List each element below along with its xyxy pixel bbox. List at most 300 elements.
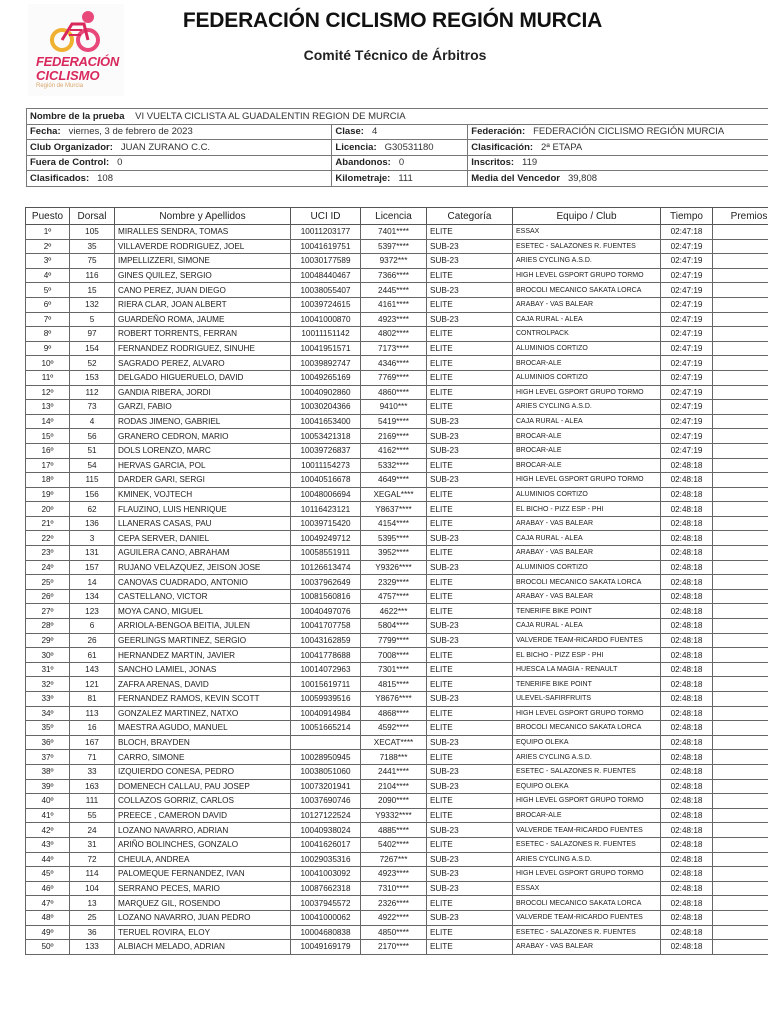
cell-puesto: 43º (26, 837, 70, 852)
cell-tiempo: 02:47:19 (661, 297, 713, 312)
cell-nombre: IZQUIERDO CONESA, PEDRO (115, 764, 291, 779)
cell-uci-id: 10040902860 (291, 385, 361, 400)
info-licencia-value: G30531180 (384, 141, 434, 153)
cell-puesto: 41º (26, 808, 70, 823)
table-row (26, 750, 768, 765)
table-row (26, 385, 768, 400)
cell-nombre: ARRIOLA-BENGOA BEITIA, JULEN (115, 619, 291, 634)
cell-dorsal: 143 (70, 662, 115, 677)
info-clase-value: 4 (371, 126, 378, 138)
info-kilometraje (332, 171, 468, 187)
cell-equipo: BROCOLI MECANICO SAKATA LORCA (513, 721, 661, 736)
cell-categoria: SUB-23 (427, 852, 513, 867)
cell-premios (713, 225, 768, 240)
cell-uci-id: 10037945572 (291, 896, 361, 911)
cell-nombre: CANO PEREZ, JUAN DIEGO (115, 283, 291, 298)
cell-categoria: ELITE (427, 837, 513, 852)
cell-categoria: ELITE (427, 940, 513, 955)
cell-uci-id: 10058551911 (291, 546, 361, 561)
cell-premios (713, 881, 768, 896)
cell-dorsal: 4 (70, 414, 115, 429)
cell-puesto: 36º (26, 735, 70, 750)
cell-dorsal: 35 (70, 239, 115, 254)
cell-premios (713, 268, 768, 283)
cell-uci-id: 10038055407 (291, 283, 361, 298)
table-row (26, 619, 768, 634)
info-clasificacion-label: Clasificación: (471, 141, 534, 153)
cell-puesto: 11º (26, 370, 70, 385)
cell-categoria: ELITE (427, 604, 513, 619)
table-row (26, 823, 768, 838)
cell-nombre: GARZI, FABIO (115, 400, 291, 415)
cell-premios (713, 327, 768, 342)
cell-tiempo: 02:48:18 (661, 764, 713, 779)
cell-licencia: 7301**** (361, 662, 427, 677)
cell-tiempo: 02:48:18 (661, 823, 713, 838)
race-info-table (26, 108, 768, 187)
table-row (26, 896, 768, 911)
cell-equipo: BROCAR-ALE (513, 356, 661, 371)
col-header-nombre: Nombre y Apellidos (115, 208, 291, 225)
cell-equipo: ALUMINIOS CORTIZO (513, 560, 661, 575)
cell-uci-id: 10011203177 (291, 225, 361, 240)
cell-premios (713, 385, 768, 400)
cell-puesto: 3º (26, 254, 70, 269)
cell-uci-id: 10039724615 (291, 297, 361, 312)
cell-premios (713, 356, 768, 371)
cell-nombre: LOZANO NAVARRO, ADRIAN (115, 823, 291, 838)
cell-puesto: 22º (26, 531, 70, 546)
cell-tiempo: 02:48:18 (661, 794, 713, 809)
info-club-value: JUAN ZURANO C.C. (120, 141, 211, 153)
cell-premios (713, 297, 768, 312)
cell-licencia: 4923**** (361, 312, 427, 327)
cell-categoria: ELITE (427, 297, 513, 312)
table-row (26, 239, 768, 254)
cell-nombre: DELGADO HIGUERUELO, DAVID (115, 370, 291, 385)
cell-equipo: CAJA RURAL - ALEA (513, 414, 661, 429)
cell-uci-id: 10015619711 (291, 677, 361, 692)
cell-licencia: 4860**** (361, 385, 427, 400)
cell-premios (713, 852, 768, 867)
cell-equipo: TENERIFE BIKE POINT (513, 677, 661, 692)
table-row (26, 764, 768, 779)
cell-licencia: 2326**** (361, 896, 427, 911)
cell-dorsal: 81 (70, 692, 115, 707)
cell-puesto: 33º (26, 692, 70, 707)
cell-premios (713, 604, 768, 619)
cell-equipo: EQUIPO OLEKA (513, 735, 661, 750)
cell-premios (713, 794, 768, 809)
cell-premios (713, 677, 768, 692)
cell-dorsal: 153 (70, 370, 115, 385)
cell-uci-id: 10029035316 (291, 852, 361, 867)
cell-nombre: HERVAS GARCIA, POL (115, 458, 291, 473)
cell-dorsal: 36 (70, 925, 115, 940)
cell-equipo: ESSAX (513, 881, 661, 896)
cell-puesto: 10º (26, 356, 70, 371)
cell-nombre: CARRO, SIMONE (115, 750, 291, 765)
info-fuera-control-label: Fuera de Control: (30, 157, 110, 169)
table-row (26, 283, 768, 298)
cell-nombre: LLANERAS CASAS, PAU (115, 516, 291, 531)
cell-puesto: 26º (26, 589, 70, 604)
cell-categoria: ELITE (427, 516, 513, 531)
table-row (26, 473, 768, 488)
cell-uci-id: 10041778688 (291, 648, 361, 663)
cell-dorsal: 112 (70, 385, 115, 400)
cell-licencia: 7267*** (361, 852, 427, 867)
cell-categoria: ELITE (427, 706, 513, 721)
info-abandonos-value: 0 (398, 157, 405, 169)
table-row (26, 808, 768, 823)
cell-dorsal: 111 (70, 794, 115, 809)
cell-categoria: ELITE (427, 896, 513, 911)
cell-categoria: SUB-23 (427, 429, 513, 444)
cell-premios (713, 867, 768, 882)
table-row (26, 516, 768, 531)
cell-nombre: TERUEL ROVIRA, ELOY (115, 925, 291, 940)
table-row (26, 356, 768, 371)
cell-uci-id: 10028950945 (291, 750, 361, 765)
cell-equipo: HIGH LEVEL GSPORT GRUPO TORMO (513, 473, 661, 488)
cell-premios (713, 487, 768, 502)
cell-nombre: HERNANDEZ MARTIN, JAVIER (115, 648, 291, 663)
table-row (26, 852, 768, 867)
cell-tiempo: 02:48:18 (661, 808, 713, 823)
cell-uci-id: 10041707758 (291, 619, 361, 634)
cell-premios (713, 516, 768, 531)
cell-dorsal: 167 (70, 735, 115, 750)
info-media-value: 39,808 (567, 172, 598, 184)
cell-uci-id: 10126613474 (291, 560, 361, 575)
cell-premios (713, 910, 768, 925)
cell-categoria: ELITE (427, 808, 513, 823)
cell-licencia: 7173**** (361, 341, 427, 356)
info-prueba-label: Nombre de la prueba (30, 110, 125, 122)
cell-puesto: 30º (26, 648, 70, 663)
cell-premios (713, 312, 768, 327)
col-header-categoria: Categoría (427, 208, 513, 225)
cell-tiempo: 02:48:18 (661, 648, 713, 663)
info-row-club (27, 140, 768, 156)
cell-uci-id: 10011151142 (291, 327, 361, 342)
cell-puesto: 18º (26, 473, 70, 488)
cell-equipo: ESETEC - SALAZONES R. FUENTES (513, 925, 661, 940)
results-header-row (26, 208, 768, 225)
cell-nombre: BLOCH, BRAYDEN (115, 735, 291, 750)
cell-categoria: SUB-23 (427, 283, 513, 298)
cell-categoria: ELITE (427, 750, 513, 765)
cell-uci-id: 10030177589 (291, 254, 361, 269)
cell-equipo: ARABAY - VAS BALEAR (513, 297, 661, 312)
cell-equipo: HIGH LEVEL GSPORT GRUPO TORMO (513, 794, 661, 809)
cell-equipo: ALUMINIOS CORTIZO (513, 341, 661, 356)
cell-equipo: ARABAY - VAS BALEAR (513, 516, 661, 531)
table-row (26, 881, 768, 896)
cell-licencia: 4815**** (361, 677, 427, 692)
cell-dorsal: 163 (70, 779, 115, 794)
cell-licencia: 5804**** (361, 619, 427, 634)
cell-tiempo: 02:48:18 (661, 750, 713, 765)
cell-licencia: 2090**** (361, 794, 427, 809)
cell-puesto: 2º (26, 239, 70, 254)
cell-categoria: SUB-23 (427, 414, 513, 429)
cell-dorsal: 123 (70, 604, 115, 619)
cell-puesto: 27º (26, 604, 70, 619)
cell-nombre: IMPELLIZZERI, SIMONE (115, 254, 291, 269)
cell-equipo: ALUMINIOS CORTIZO (513, 370, 661, 385)
cell-tiempo: 02:48:18 (661, 502, 713, 517)
table-row (26, 487, 768, 502)
cell-dorsal: 113 (70, 706, 115, 721)
cell-nombre: VILLAVERDE RODRIGUEZ, JOEL (115, 239, 291, 254)
logo-text-ciclismo: CICLISMO (36, 68, 100, 83)
cell-tiempo: 02:47:19 (661, 327, 713, 342)
table-row (26, 341, 768, 356)
cell-dorsal: 3 (70, 531, 115, 546)
cell-tiempo: 02:48:18 (661, 852, 713, 867)
info-fecha-label: Fecha: (30, 126, 61, 138)
cell-uci-id: 10087662318 (291, 881, 361, 896)
cell-categoria: SUB-23 (427, 910, 513, 925)
info-abandonos (332, 155, 468, 171)
cell-equipo: CAJA RURAL - ALEA (513, 619, 661, 634)
cell-puesto: 14º (26, 414, 70, 429)
cell-equipo: EL BICHO - PIZZ ESP - PHI (513, 502, 661, 517)
info-clasificacion-value: 2ª ETAPA (541, 141, 583, 153)
cell-nombre: GINES QUILEZ, SERGIO (115, 268, 291, 283)
cell-equipo: ARIES CYCLING A.S.D. (513, 852, 661, 867)
cell-uci-id: 10073201941 (291, 779, 361, 794)
cell-premios (713, 589, 768, 604)
table-row (26, 589, 768, 604)
cell-dorsal: 133 (70, 940, 115, 955)
cell-licencia: 4161**** (361, 297, 427, 312)
cell-puesto: 47º (26, 896, 70, 911)
info-prueba (27, 109, 768, 125)
cell-tiempo: 02:47:19 (661, 370, 713, 385)
cell-categoria: SUB-23 (427, 692, 513, 707)
cell-uci-id: 10011154273 (291, 458, 361, 473)
cell-uci-id: 10048440467 (291, 268, 361, 283)
cell-puesto: 29º (26, 633, 70, 648)
cell-nombre: FERNANDEZ RAMOS, KEVIN SCOTT (115, 692, 291, 707)
cell-puesto: 31º (26, 662, 70, 677)
cell-categoria: SUB-23 (427, 823, 513, 838)
cell-equipo: ESETEC - SALAZONES R. FUENTES (513, 837, 661, 852)
cell-licencia: 7401**** (361, 225, 427, 240)
cell-uci-id: 10014072963 (291, 662, 361, 677)
table-row (26, 458, 768, 473)
cell-licencia: XEGAL**** (361, 487, 427, 502)
cell-dorsal: 15 (70, 283, 115, 298)
cell-dorsal: 157 (70, 560, 115, 575)
cell-licencia: 7310**** (361, 881, 427, 896)
cell-uci-id: 10081560816 (291, 589, 361, 604)
info-club-label: Club Organizador: (30, 141, 113, 153)
info-row-prueba (27, 109, 768, 125)
cell-equipo: BROCAR-ALE (513, 808, 661, 823)
cell-equipo: ESETEC - SALAZONES R. FUENTES (513, 764, 661, 779)
cell-puesto: 8º (26, 327, 70, 342)
cell-licencia: Y9332**** (361, 808, 427, 823)
cell-puesto: 13º (26, 400, 70, 415)
cell-licencia: Y9326**** (361, 560, 427, 575)
cell-puesto: 50º (26, 940, 70, 955)
cell-tiempo: 02:47:19 (661, 283, 713, 298)
cell-uci-id: 10039726837 (291, 443, 361, 458)
cell-dorsal: 156 (70, 487, 115, 502)
cell-puesto: 46º (26, 881, 70, 896)
table-row (26, 546, 768, 561)
cell-equipo: HIGH LEVEL GSPORT GRUPO TORMO (513, 268, 661, 283)
cell-tiempo: 02:48:18 (661, 940, 713, 955)
cell-premios (713, 808, 768, 823)
cell-puesto: 44º (26, 852, 70, 867)
cell-equipo: ESSAX (513, 225, 661, 240)
cell-uci-id: 10041626017 (291, 837, 361, 852)
cell-premios (713, 619, 768, 634)
cell-dorsal: 61 (70, 648, 115, 663)
cell-nombre: CEPA SERVER, DANIEL (115, 531, 291, 546)
results-table (25, 207, 768, 955)
cell-uci-id: 10037962649 (291, 575, 361, 590)
table-row (26, 735, 768, 750)
cell-puesto: 7º (26, 312, 70, 327)
cell-uci-id: 10040938024 (291, 823, 361, 838)
cell-categoria: ELITE (427, 721, 513, 736)
cell-categoria: ELITE (427, 677, 513, 692)
table-row (26, 327, 768, 342)
cell-dorsal: 72 (70, 852, 115, 867)
table-row (26, 575, 768, 590)
cell-tiempo: 02:48:18 (661, 619, 713, 634)
cell-puesto: 28º (26, 619, 70, 634)
cell-premios (713, 648, 768, 663)
cell-nombre: ROBERT TORRENTS, FERRAN (115, 327, 291, 342)
cell-premios (713, 531, 768, 546)
table-row (26, 867, 768, 882)
cell-premios (713, 429, 768, 444)
table-row (26, 443, 768, 458)
cell-equipo: HIGH LEVEL GSPORT GRUPO TORMO (513, 706, 661, 721)
cell-categoria: ELITE (427, 546, 513, 561)
cell-categoria: ELITE (427, 327, 513, 342)
cell-dorsal: 105 (70, 225, 115, 240)
cell-nombre: AGUILERA CANO, ABRAHAM (115, 546, 291, 561)
info-federacion-label: Federación: (471, 126, 526, 138)
cell-tiempo: 02:48:18 (661, 633, 713, 648)
info-clase-label: Clase: (335, 126, 364, 138)
cell-tiempo: 02:48:18 (661, 677, 713, 692)
cell-licencia: 4923**** (361, 867, 427, 882)
cell-uci-id: 10040914984 (291, 706, 361, 721)
cell-nombre: MAESTRA AGUDO, MANUEL (115, 721, 291, 736)
cell-licencia: 7799**** (361, 633, 427, 648)
cell-equipo: CAJA RURAL - ALEA (513, 531, 661, 546)
cell-puesto: 24º (26, 560, 70, 575)
cell-tiempo: 02:47:19 (661, 254, 713, 269)
cell-equipo: BROCAR-ALE (513, 429, 661, 444)
cell-equipo: ARIES CYCLING A.S.D. (513, 400, 661, 415)
cell-categoria: ELITE (427, 487, 513, 502)
cell-nombre: GRANERO CEDRON, MARIO (115, 429, 291, 444)
table-row (26, 779, 768, 794)
cell-licencia: Y8676**** (361, 692, 427, 707)
info-club (27, 140, 332, 156)
table-row (26, 225, 768, 240)
col-header-licencia: Licencia (361, 208, 427, 225)
cell-licencia: XECAT**** (361, 735, 427, 750)
cell-equipo: ARIES CYCLING A.S.D. (513, 750, 661, 765)
cell-licencia: 4346**** (361, 356, 427, 371)
cell-licencia: 5395**** (361, 531, 427, 546)
cell-tiempo: 02:47:19 (661, 429, 713, 444)
cell-dorsal: 132 (70, 297, 115, 312)
cell-licencia: 4757**** (361, 589, 427, 604)
cell-puesto: 42º (26, 823, 70, 838)
cell-tiempo: 02:48:18 (661, 896, 713, 911)
cell-nombre: KMINEK, VOJTECH (115, 487, 291, 502)
cell-licencia: 4649**** (361, 473, 427, 488)
cell-nombre: CASTELLANO, VICTOR (115, 589, 291, 604)
cell-nombre: MOYA CANO, MIGUEL (115, 604, 291, 619)
cell-uci-id: 10127122524 (291, 808, 361, 823)
cell-uci-id: 10037690746 (291, 794, 361, 809)
cell-licencia: 9372*** (361, 254, 427, 269)
cell-premios (713, 400, 768, 415)
cell-tiempo: 02:48:18 (661, 516, 713, 531)
cell-dorsal: 154 (70, 341, 115, 356)
cell-nombre: CHEULA, ANDREA (115, 852, 291, 867)
cell-premios (713, 706, 768, 721)
cell-tiempo: 02:48:18 (661, 575, 713, 590)
page-title: FEDERACIÓN CICLISMO REGIÓN MURCIA (182, 9, 603, 32)
cell-nombre: GANDIA RIBERA, JORDI (115, 385, 291, 400)
cell-premios (713, 692, 768, 707)
cell-premios (713, 721, 768, 736)
cell-dorsal: 134 (70, 589, 115, 604)
cell-premios (713, 254, 768, 269)
table-row (26, 268, 768, 283)
cell-licencia: 4850**** (361, 925, 427, 940)
cell-equipo: ALUMINIOS CORTIZO (513, 487, 661, 502)
info-inscritos-label: Inscritos: (471, 157, 515, 169)
cell-nombre: ALBIACH MELADO, ADRIAN (115, 940, 291, 955)
cell-licencia: 2169**** (361, 429, 427, 444)
cell-licencia: 2170**** (361, 940, 427, 955)
col-header-tiempo: Tiempo (661, 208, 713, 225)
cell-nombre: MARQUEZ GIL, ROSENDO (115, 896, 291, 911)
cell-tiempo: 02:48:18 (661, 692, 713, 707)
info-inscritos-value: 119 (522, 157, 538, 169)
table-row (26, 312, 768, 327)
cell-nombre: SANCHO LAMIEL, JONAS (115, 662, 291, 677)
cell-uci-id: 10049169179 (291, 940, 361, 955)
cell-dorsal: 33 (70, 764, 115, 779)
cell-nombre: COLLAZOS GORRIZ, CARLOS (115, 794, 291, 809)
cell-dorsal: 5 (70, 312, 115, 327)
table-row (26, 662, 768, 677)
cell-nombre: DOMENECH CALLAU, PAU JOSEP (115, 779, 291, 794)
cell-licencia: 4868**** (361, 706, 427, 721)
cell-licencia: 2329**** (361, 575, 427, 590)
info-row-fecha (27, 124, 768, 140)
results-body (26, 225, 768, 955)
table-row (26, 604, 768, 619)
cell-equipo: BROCOLI MECANICO SAKATA LORCA (513, 575, 661, 590)
